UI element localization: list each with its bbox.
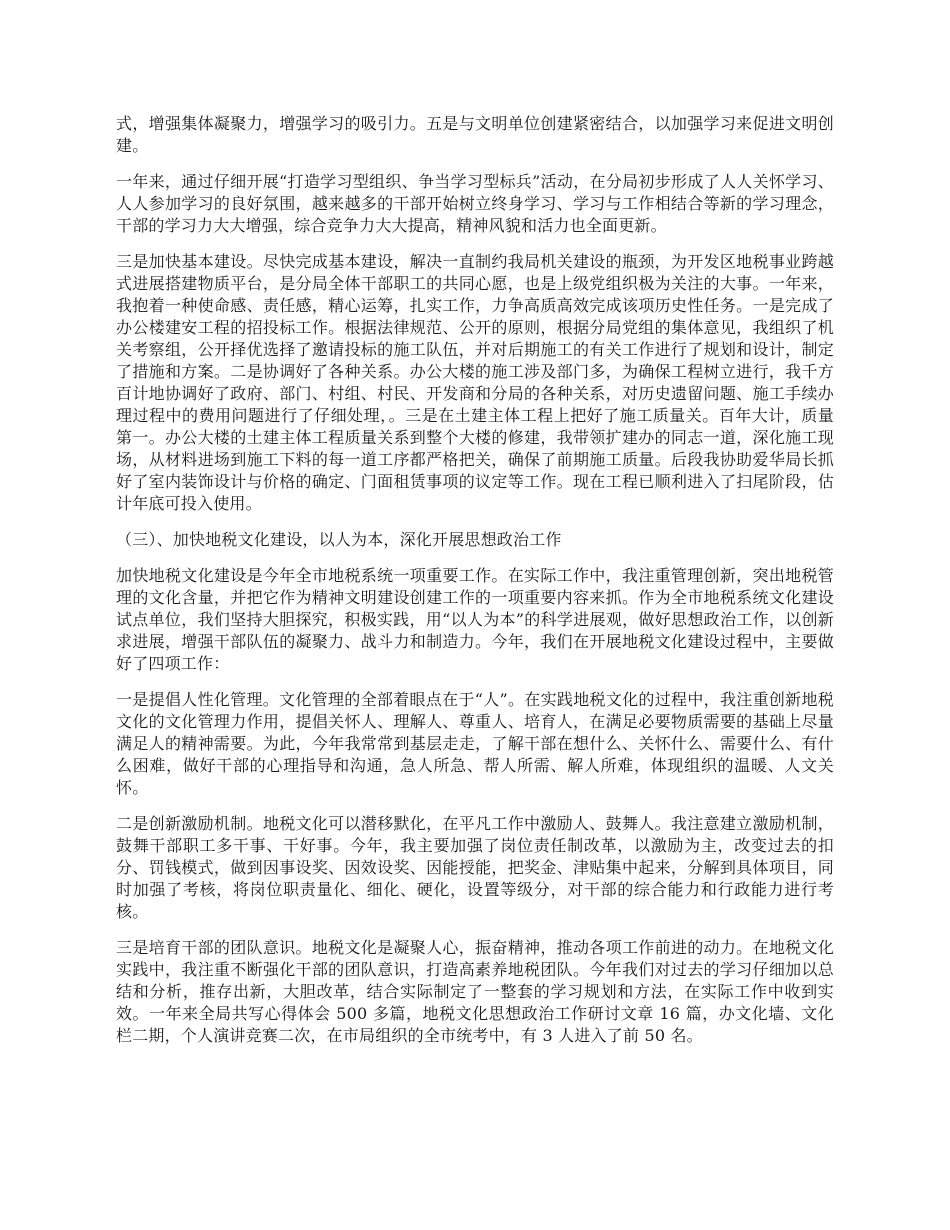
paragraph-5: 一是提倡人性化管理。文化管理的全部着眼点在于“人”。在实践地税文化的过程中，我注重创新地税文化的文化管理力作用，提倡关怀人、理解人、尊重人、培育人，在满足必要物质需要的基础上尽量满足人的精神需要。为此，今年我常常到基层走走，了解干部在想什么、关怀什么、需要什么、有什么困难，做好干部的心理指导和沟通，急人所急、帮人所需、解人所难，体现组织的温暖、人文关怀。 (116, 690, 834, 797)
paragraph-3: 三是加快基本建设。尽快完成基本建设，解决一直制约我局机关建设的瓶颈，为开发区地税事业跨越式进展搭建物质平台，是分局全体干部职工的共同心愿，也是上级党组织极为关注的大事。一年来，我抱着一种使命感、责任感，精心运筹，扎实工作，力争高质高效完成该项历史性任务。一是完成了办公楼建安工程的招投标工作。根据法律规范、公开的原则，根据分局党组的集体意见，我组织了机关考察组，公开择优选择了邀请投标的施工队伍，并对后期施工的有关工作进行了规划和设计，制定了措施和方案。二是协调好了各种关系。办公大楼的施工涉及部门多，为确保工程树立进行，我千方百计地协调好了政府、部门、村组、村民、开发商和分局的各种关系，对历史遗留问题、施工手续办理过程中的费用问题进行了仔细处理，。三是在土建主体工程上把好了施工质量关。百年大计，质量第一。办公大楼的土建主体工程质量关系到整个大楼的修建，我带领扩建办的同志一道，深化施工现场，从材料进场到施工下料的每一道工序都严格把关，确保了前期施工质量。后段我协助爱华局长抓好了室内装饰设计与价格的确定、门面租赁事项的议定等工作。现在工程已顺利进入了扫尾阶段，估计年底可投入使用。 (116, 252, 834, 513)
paragraph-4: 加快地税文化建设是今年全市地税系统一项重要工作。在实际工作中，我注重管理创新，突出地税管理的文化含量，并把它作为精神文明建设创建工作的一项重要内容来抓。作为全市地税系统文化建设试点单位，我们坚持大胆探究，积极实践，用“以人为本”的科学进展观，做好思想政治工作，以创新求进展，增强干部队伍的凝聚力、战斗力和制造力。今年，我们在开展地税文化建设过程中，主要做好了四项工作： (116, 566, 834, 673)
paragraph-2: 一年来，通过仔细开展“打造学习型组织、争当学习型标兵”活动，在分局初步形成了人人关怀学习、人人参加学习的良好氛围，越来越多的干部开始树立终身学习、学习与工作相结合等新的学习理念，干部的学习力大大增强，综合竞争力大大提高，精神风貌和活力也全面更新。 (116, 172, 834, 235)
paragraph-6: 二是创新激励机制。地税文化可以潜移默化，在平凡工作中激励人、鼓舞人。我注意建立激励机制，鼓舞干部职工多干事、干好事。今年，我主要加强了岗位责任制改革，以激励为主，改变过去的扣分、罚钱模式，做到因事设奖、因效设奖、因能授能，把奖金、津贴集中起来，分解到具体项目，同时加强了考核，将岗位职责量化、细化、硬化，设置等级分，对干部的综合能力和行政能力进行考核。 (116, 814, 834, 921)
paragraph-1: 式，增强集体凝聚力，增强学习的吸引力。五是与文明单位创建紧密结合，以加强学习来促进文明创建。 (116, 114, 834, 155)
section-heading: （三）、加快地税文化建设，以人为本，深化开展思想政治工作 (116, 530, 562, 549)
paragraph-7: 三是培育干部的团队意识。地税文化是凝聚人心，振奋精神，推动各项工作前进的动力。在地税文化实践中，我注重不断强化干部的团队意识，打造高素养地税团队。今年我们对过去的学习仔细加以总结和分析，推存出新，大胆改革，结合实际制定了一整套的学习规划和方法，在实际工作中收到实效。一年来全局共写心得体会 500 多篇，地税文化思想政治工作研讨文章 16 篇，办文化墙、文化栏二期，个人演讲竞赛二次，在市局组织的全市统考中，有 3 人进入了前 50 名。 (116, 938, 834, 1045)
